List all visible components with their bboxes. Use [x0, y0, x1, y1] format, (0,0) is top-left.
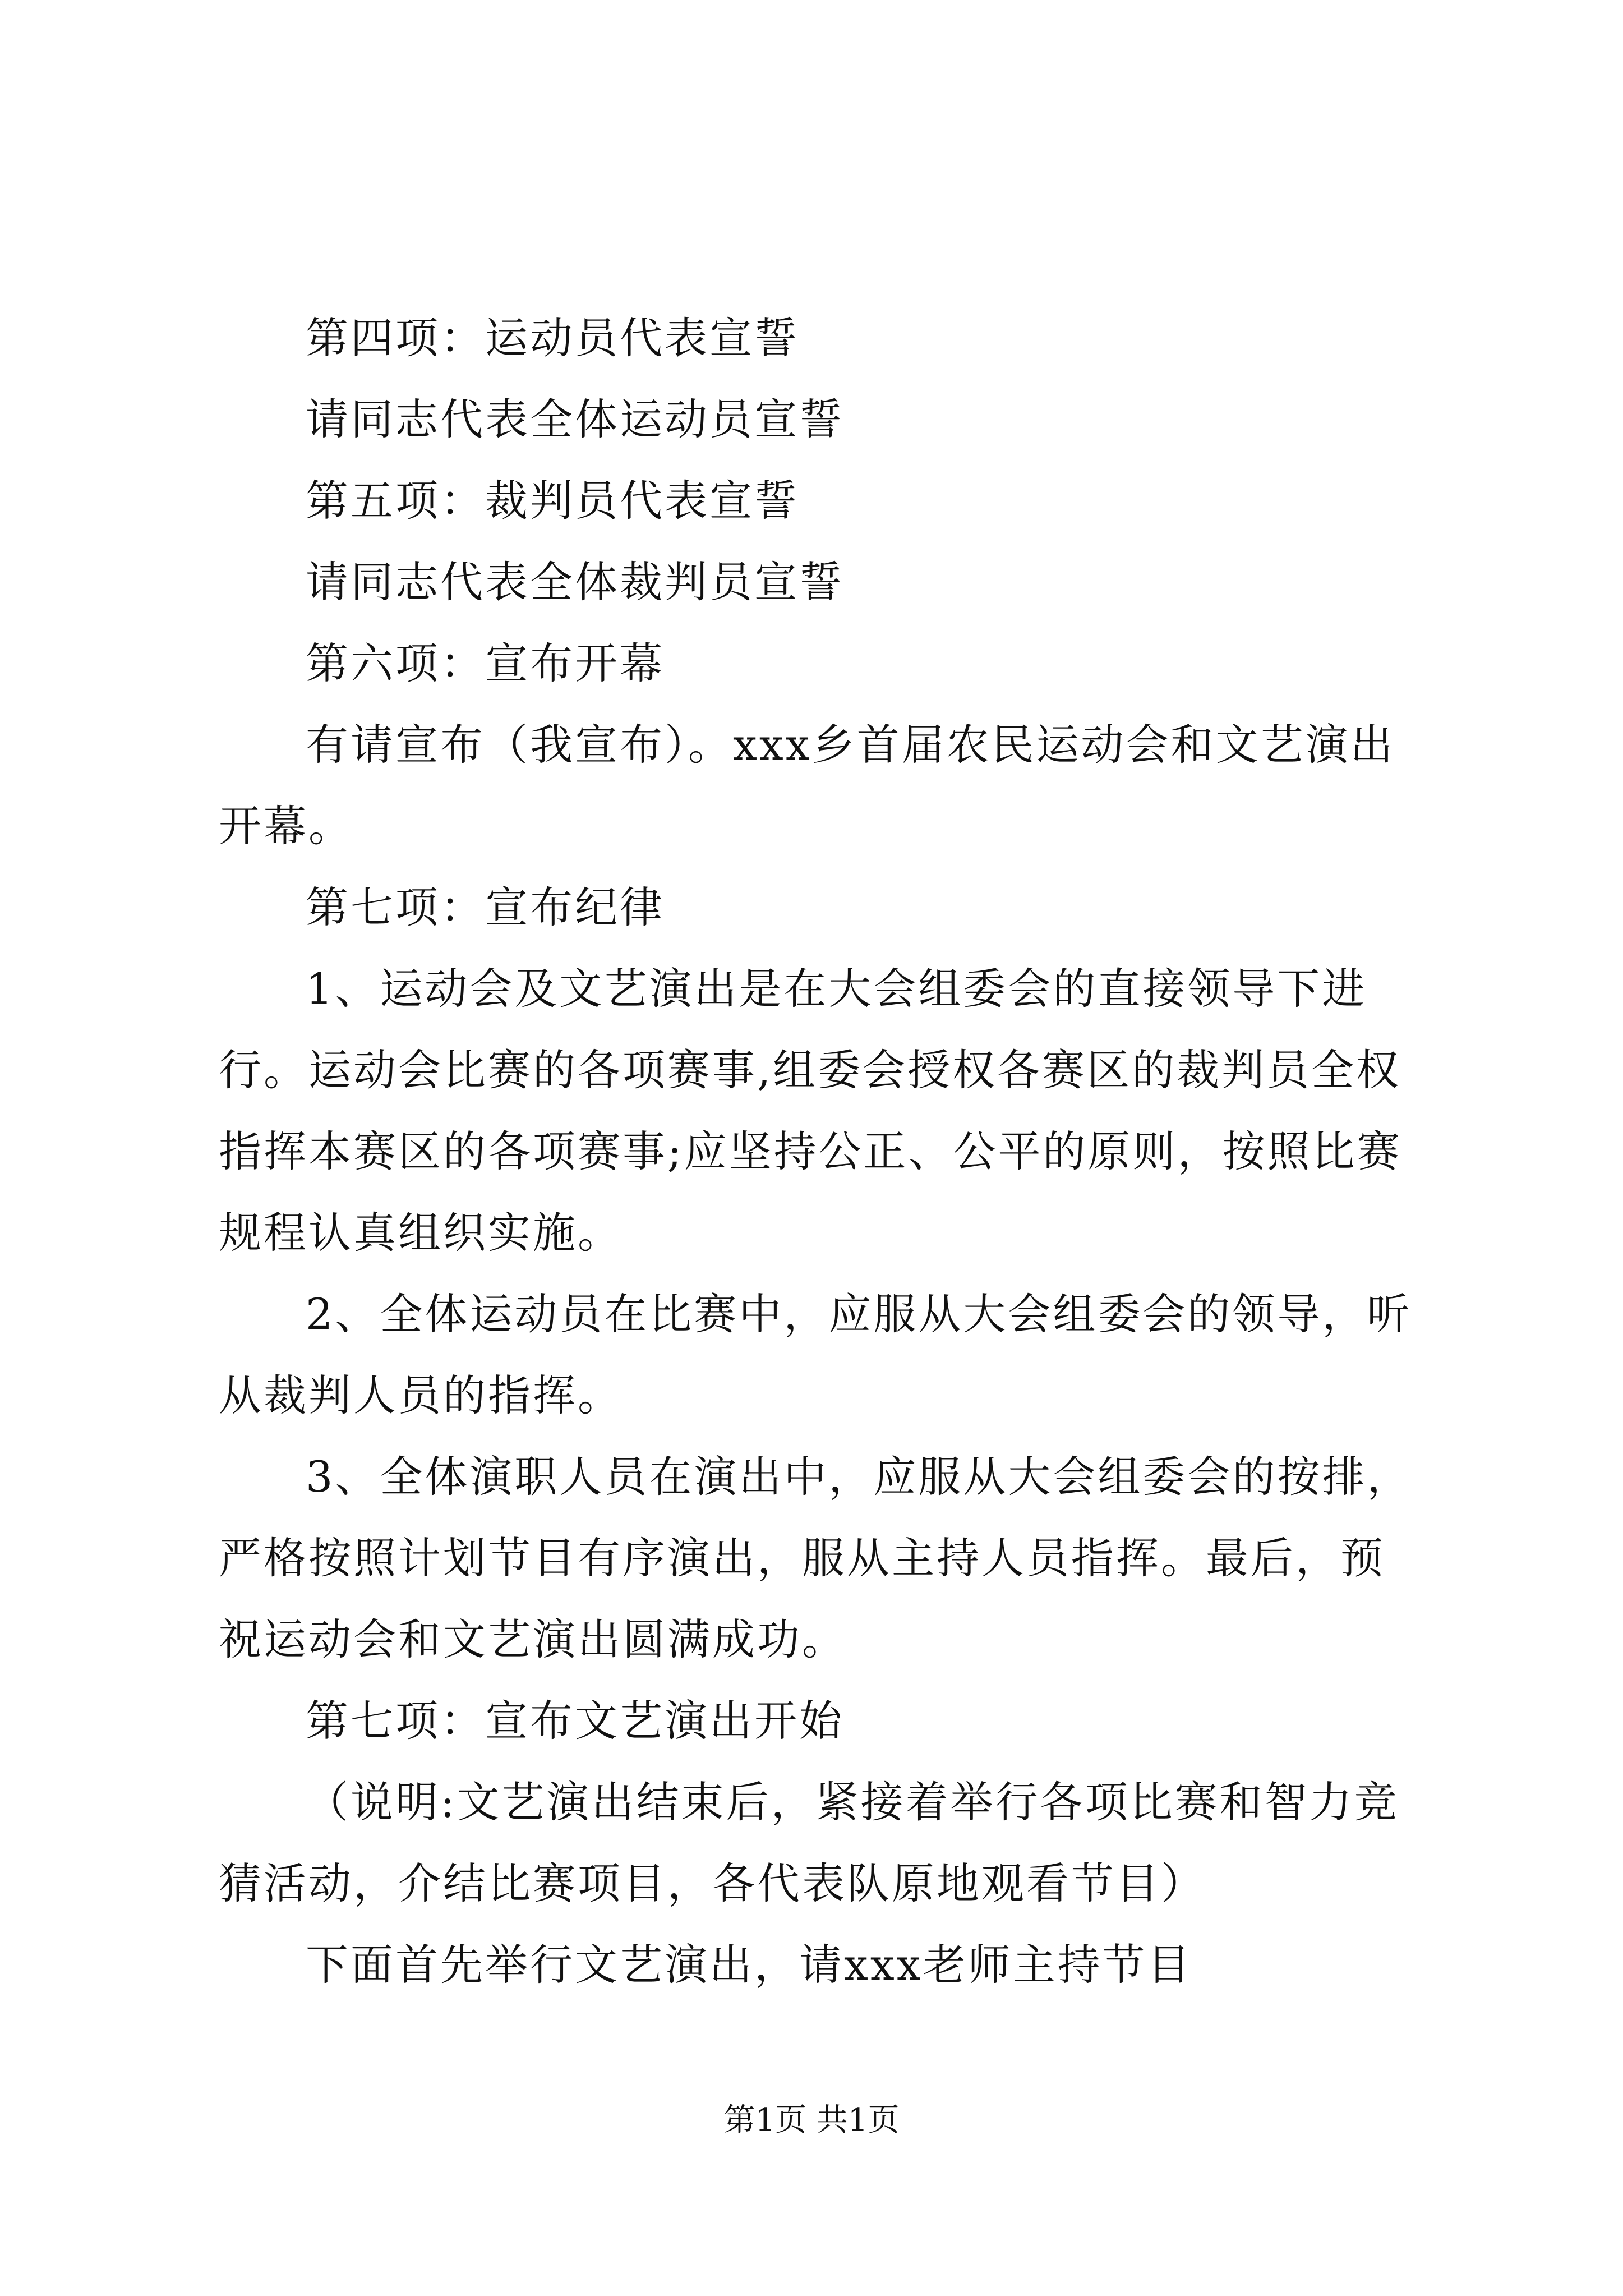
host-introduction: 下面首先举行文艺演出，请xxx老师主持节目 [306, 1940, 1192, 1990]
discipline-rule-1: 1、运动会及文艺演出是在大会组委会的直接领导下进行。运动会比赛的各项赛事,组委会授权各赛区的裁判员全权指挥本赛区的各项赛事;应坚持公正、公平的原则，按照比赛规程认真组织实施。 [219, 964, 1402, 1258]
item-six-heading: 第六项：宣布开幕 [306, 638, 665, 688]
discipline-rule-3: 3、全体演职人员在演出中，应服从大会组委会的按排，严格按照计划节目有序演出，服从主持人员指挥。最后，预祝运动会和文艺演出圆满成功。 [219, 1452, 1412, 1664]
opening-announcement: 有请宣布（我宣布）。xxx乡首届农民运动会和文艺演出开幕。 [219, 720, 1395, 851]
document-body [219, 297, 1424, 2005]
item-seven-performance-heading: 第七项：宣布文艺演出开始 [306, 1696, 844, 1746]
athlete-oath-line: 请同志代表全体运动员宣誓 [306, 394, 844, 444]
discipline-rule-2: 2、全体运动员在比赛中，应服从大会组委会的领导，听从裁判人员的指挥。 [219, 1289, 1412, 1420]
item-seven-heading: 第七项：宣布纪律 [306, 882, 665, 932]
item-four-heading: 第四项：运动员代表宣誓 [306, 313, 799, 363]
item-five-heading: 第五项：裁判员代表宣誓 [306, 476, 799, 526]
referee-oath-line: 请同志代表全体裁判员宣誓 [306, 557, 844, 607]
page-number-footer: 第1页 共1页 [723, 2102, 900, 2138]
explanatory-note: （说明:文艺演出结束后，紧接着举行各项比赛和智力竞猜活动，介结比赛项目，各代表队原地观看节目） [219, 1777, 1399, 1908]
